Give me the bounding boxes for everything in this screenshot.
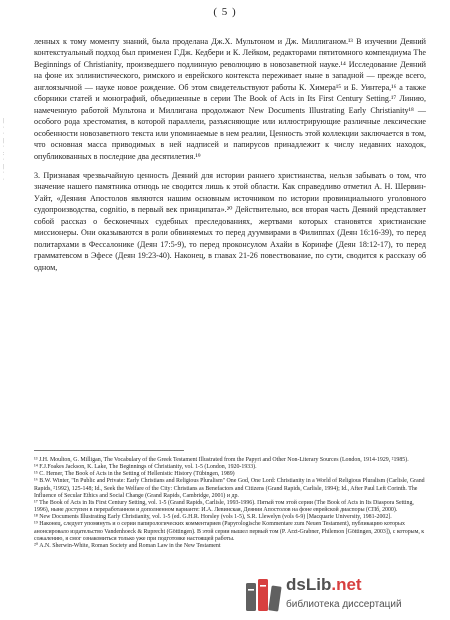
watermark-site: dsLib.net (286, 575, 362, 594)
page-number: ( 5 ) (213, 6, 237, 18)
footnote-divider (34, 450, 184, 451)
footnote: ¹⁴ F.J.Foakes Jackson, K. Lake, The Beginnings of Christianity, vol. 1-5 (London, 1920-1933). (34, 464, 257, 471)
footnote: ¹³ J.H. Moulton, G. Milligan, The Vocabulary of the Greek Testament Illustrated from the Papyri and Other Non-Literary Sources (London, 1914-1929, ²1985). (34, 457, 409, 463)
body-text (34, 36, 426, 273)
paragraph: ленных к тому моменту знаний, была проделана Дж.Х. Мультоном и Дж. Миллиганом.¹³ В изучении Деяний контекстуальный подход был применен Г.Дж. Кедбери и К. Лейком, редакторами пятитомного компендиума The Beginnings of Christianity, произведшего подлинную революцию в новозаветной науке.¹⁴ Исследование Деяний на фоне их эллинистического, римского и еврейского контекста переживает ныне в западной — прежде всего, англоязычной — науке новое рождение. Об этом свидетельствуют работы К. Химера¹⁵ и Б. Уинтера,¹⁶ а также сборники статей и монографий, объединенные в серии The Book of Acts in Its First Century Setting.¹⁷ Линию, намеченную работой Мультона и Миллигана продолжают New Documents Illustrating Early Christianity¹⁸ — особого рода хрестоматия, в которой параллели, разъясняющие или иллюстрирующие различные лексические особенности новозаветного текста или упоминаемые в нем реалии, Ценность этой коллекции заключается в том, что основная масса приводимых в ней надписей и папирусов принадлежит к числу недавних находок, опубликованных в последние два десятилетия.¹⁹ (34, 37, 426, 161)
dslib-logo-icon (244, 577, 282, 615)
paragraph: 3. Признавая чрезвычайную ценность Деяний для истории раннего христианства, нельзя забывать о том, что значение нашего памятника отнюдь не сводится лишь к этой области. Как справедливо отметил А. Н. Шервин-Уайт, «Деяния Апостолов являются нашим основным источником по истории провинциального уголовного судопроизводства, cognitio, в первый век принципата».²⁰ Действительно, вся вторая часть Деяний представляет собой рассказ о бесконечных судебных преследованиях, жертвами которых становятся христианские миссионеры. Они оказываются в роли обвиняемых то перед дуумвирами в Филиппах (Деян 16:16-39), то перед политархами в Фессалонике (Деян 17:5-9), то перед проконсулом Ахайи в Коринфе (Деян 18:12-17), то перед грамматевсом в Эфесе (Деян 19:23-40). Наконец, в главах 21-26 повествование, по сути, сводится к рассказу об одном, (34, 170, 426, 272)
footnote: ¹⁷ The Book of Acts in Its First Century Setting, vol. 1-5 (Grand Rapids, Carlisle, 1993-1996). Пятый том этой серии (The Book of Acts in Its Diaspora Setting, 1996), ныне доступен в переработанном и дополненном варианте: И.А. Левинская, Деяния Апостолов на фоне еврейской диаспоры (СПб, 2000). (34, 499, 414, 514)
margin-scan-marks: | · · | · : · | · · (2, 118, 6, 183)
footnote: ¹⁵ C. Hemer, The Book of Acts in the Setting of Hellenistic History (Tübingen, 1989) (34, 471, 235, 478)
footnotes (34, 457, 426, 550)
footnote: ²⁰ A.N. Sherwin-White, Roman Society and Roman Law in the New Testament (34, 542, 221, 549)
footnote: ¹⁶ B.W. Winter, "In Public and Private: Early Christians and Religious Pluralism" One God, One Lord: Christianity in a World of Religious Pluralism (Carlisle, Grand Rapids, ²1992), 125-148; Id., Seek the Welfare of the City: Christians as Benefactors and Citizens (Grand Rapids, Carlisle, 1994); Id., After Paul Left Corinth. The Influence of Secular Ethics and Social Change (Grand Rapids, Cambridge, 2001) и др. (34, 478, 425, 499)
watermark-subtitle: библиотека диссертаций (286, 599, 402, 610)
footnote: ¹⁸ New Documents Illustrating Early Christianity, vol. 1-5 (ed. G.H.R. Horsley (vols 1-5), S.R. Llewelyn (vols 6-9) [Macquarie University, 1981-2002]. (34, 514, 392, 521)
footnote: ¹⁹ Наконец, следует упомянуть и о серии папирологических комментариев (Papyrologische Kommentare zum Neuen Testament), публикацию которых анонсировало издательство Vandenhoeck & Ruprecht (Göttingen). В этой серии вышел первый том (P. Arzt-Grabner, Philemon [Göttingen, 2003]), с которым, к сожалению, я смог ознакомиться только уже при подготовке настоящей работы. (34, 521, 425, 542)
watermark[interactable] (244, 574, 444, 618)
